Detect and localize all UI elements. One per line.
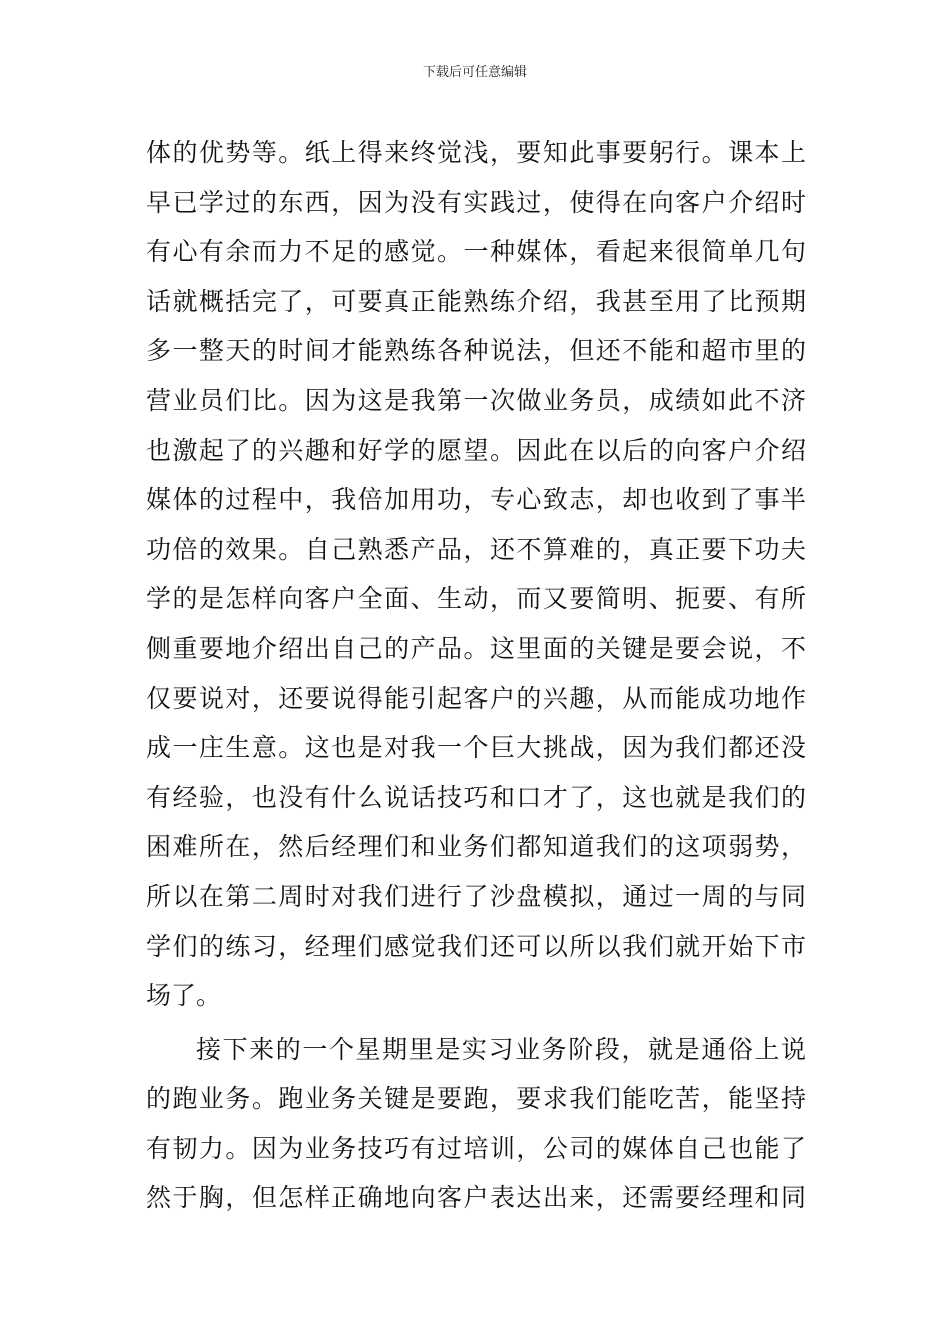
text-line: 有韧力。因为业务技巧有过培训，公司的媒体自己也能了 (146, 1133, 806, 1163)
text-line: 接下来的一个星期里是实习业务阶段，就是通俗上说 (196, 1034, 806, 1064)
text-line: 多一整天的时间才能熟练各种说法，但还不能和超市里的 (146, 336, 806, 366)
text-line: 困难所在，然后经理们和业务们都知道我们的这项弱势， (146, 832, 806, 862)
text-line: 学的是怎样向客户全面、生动，而又要简明、扼要、有所 (146, 584, 806, 614)
text-line: 场了。 (146, 981, 222, 1011)
text-line: 媒体的过程中，我倍加用功，专心致志，却也收到了事半 (146, 485, 806, 515)
text-line: 有经验，也没有什么说话技巧和口才了，这也就是我们的 (146, 782, 806, 812)
text-line: 仅要说对，还要说得能引起客户的兴趣，从而能成功地作 (146, 683, 806, 713)
text-line: 话就概括完了，可要真正能熟练介绍，我甚至用了比预期 (146, 286, 806, 316)
text-line: 所以在第二周时对我们进行了沙盘模拟，通过一周的与同 (146, 881, 806, 911)
text-line: 侧重要地介绍出自己的产品。这里面的关键是要会说，不 (146, 633, 806, 663)
text-line: 成一庄生意。这也是对我一个巨大挑战，因为我们都还没 (146, 733, 806, 763)
text-line: 也激起了的兴趣和好学的愿望。因此在以后的向客户介绍 (146, 435, 806, 465)
paragraph-1 (146, 128, 806, 1021)
body-text (146, 128, 806, 1223)
paragraph-2 (146, 1025, 806, 1223)
text-line: 早已学过的东西，因为没有实践过，使得在向客户介绍时 (146, 187, 806, 217)
text-line: 有心有余而力不足的感觉。一种媒体，看起来很简单几句 (146, 237, 806, 267)
page-header: 下载后可任意编辑 (422, 65, 527, 80)
text-line: 然于胸，但怎样正确地向客户表达出来，还需要经理和同 (146, 1183, 806, 1213)
text-line: 功倍的效果。自己熟悉产品，还不算难的，真正要下功夫 (146, 534, 806, 564)
text-line: 学们的练习，经理们感觉我们还可以所以我们就开始下市 (146, 931, 806, 961)
text-line: 体的优势等。纸上得来终觉浅，要知此事要躬行。课本上 (146, 138, 806, 167)
text-line: 的跑业务。跑业务关键是要跑，要求我们能吃苦，能坚持 (146, 1084, 806, 1114)
text-line: 营业员们比。因为这是我第一次做业务员，成绩如此不济 (146, 385, 806, 415)
